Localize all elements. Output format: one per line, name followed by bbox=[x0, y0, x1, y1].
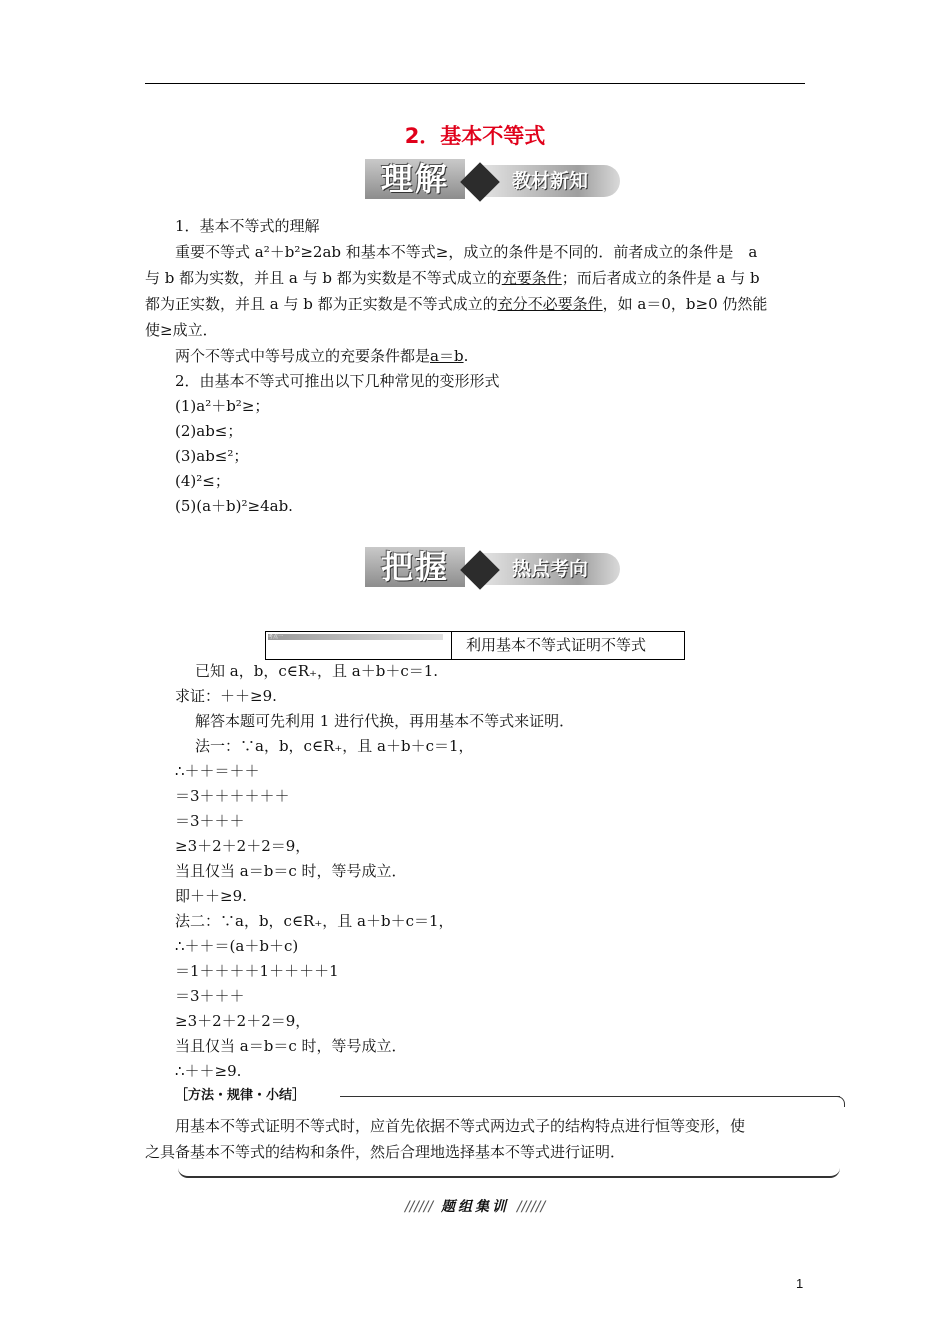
paragraph-line: 与 b 都为实数，并且 a 与 b 都为实数是不等式成立的充要条件；而后者成立的条件是 a 与 b bbox=[145, 269, 760, 287]
example-line: ≥3＋2＋2＋2＝9， bbox=[175, 837, 311, 855]
banner-left-label: 理解 bbox=[365, 159, 465, 199]
banner-right-label: 热点考向 bbox=[480, 553, 620, 585]
paragraph-line: 两个不等式中等号成立的充要条件都是a＝b. bbox=[175, 347, 469, 365]
section1-heading: 1．基本不等式的理解 bbox=[175, 217, 320, 235]
formula-item: (3)ab≤²； bbox=[175, 447, 249, 465]
section2-heading: 2．由基本不等式可推出以下几种常见的变形形式 bbox=[175, 372, 500, 390]
summary-line: 之具备基本不等式的结构和条件，然后合理地选择基本不等式进行证明． bbox=[145, 1143, 626, 1161]
underlined-term: 充要条件 bbox=[501, 269, 562, 287]
example-line: ≥3＋2＋2＋2＝9， bbox=[175, 1012, 311, 1030]
summary-top-rule bbox=[340, 1096, 840, 1097]
hatch-decoration: ////// bbox=[516, 1199, 546, 1215]
example-line: 当且仅当 a＝b＝c 时，等号成立． bbox=[175, 1037, 407, 1055]
example-line: 解答本题可先利用 1 进行代换，再用基本不等式来证明． bbox=[195, 712, 575, 730]
footer-section-label: ////// 题组集训 ////// bbox=[404, 1199, 546, 1215]
example-line: 求证：＋＋≥9. bbox=[175, 687, 277, 705]
paragraph-line: 使≥成立． bbox=[145, 321, 218, 339]
page-number: 1 bbox=[796, 1276, 804, 1291]
formula-item: (4)²≤； bbox=[175, 472, 230, 490]
summary-line: 用基本不等式证明不等式时，应首先依据不等式两边式子的结构特点进行恒等变形，使 bbox=[175, 1117, 746, 1135]
example-line: ∴＋＋＝＋＋ bbox=[175, 762, 260, 780]
paragraph-line: 重要不等式 a²＋b²≥2ab 和基本不等式≥，成立的条件是不同的．前者成立的条件是 a bbox=[175, 243, 758, 261]
example-topic: 利用基本不等式证明不等式 bbox=[466, 636, 647, 654]
banner-grasp-hotspots bbox=[0, 545, 950, 595]
paragraph-line: 都为正实数，并且 a 与 b 都为正实数是不等式成立的充分不必要条件，如 a＝0，b≥0 仍然能 bbox=[145, 295, 768, 313]
example-line: 即＋＋≥9. bbox=[175, 887, 247, 905]
example-line: ∴＋＋≥9. bbox=[175, 1062, 242, 1080]
example-line: 法二：∵a，b，c∈R₊，且 a＋b＋c＝1， bbox=[175, 912, 454, 930]
example-line: ＝1＋＋＋＋1＋＋＋＋1 bbox=[175, 962, 339, 980]
example-line: 法一：∵a，b，c∈R₊，且 a＋b＋c＝1， bbox=[195, 737, 474, 755]
example-topic-box bbox=[265, 631, 685, 660]
formula-item: (5)(a＋b)²≥4ab. bbox=[175, 497, 293, 515]
page-title: 2．基本不等式 bbox=[404, 124, 546, 148]
hatch-decoration: ////// bbox=[404, 1199, 434, 1215]
example-line: ＝3＋＋＋＋＋＋ bbox=[175, 787, 290, 805]
example-line: 已知 a，b，c∈R₊，且 a＋b＋c＝1. bbox=[195, 662, 439, 680]
example-line: ＝3＋＋＋ bbox=[175, 987, 245, 1005]
banner-left-label: 把握 bbox=[365, 547, 465, 587]
underlined-term: a＝b bbox=[430, 347, 464, 365]
example-line: ＝3＋＋＋ bbox=[175, 812, 245, 830]
summary-corner bbox=[832, 1096, 845, 1107]
header-rule bbox=[145, 83, 805, 84]
formula-item: (1)a²＋b²≥； bbox=[175, 397, 270, 415]
banner-understand-textbook bbox=[0, 157, 950, 207]
summary-heading: ［方法・规律・小结］ bbox=[175, 1088, 306, 1103]
example-line: 当且仅当 a＝b＝c 时，等号成立． bbox=[175, 862, 407, 880]
banner-right-label: 教材新知 bbox=[480, 165, 620, 197]
divider bbox=[451, 632, 452, 659]
example-tag: 考点一 bbox=[268, 634, 443, 640]
underlined-term: 充分不必要条件 bbox=[497, 295, 603, 313]
formula-item: (2)ab≤； bbox=[175, 422, 243, 440]
example-line: ∴＋＋＝(a＋b＋c) bbox=[175, 937, 299, 955]
summary-bottom-rule bbox=[178, 1168, 840, 1178]
